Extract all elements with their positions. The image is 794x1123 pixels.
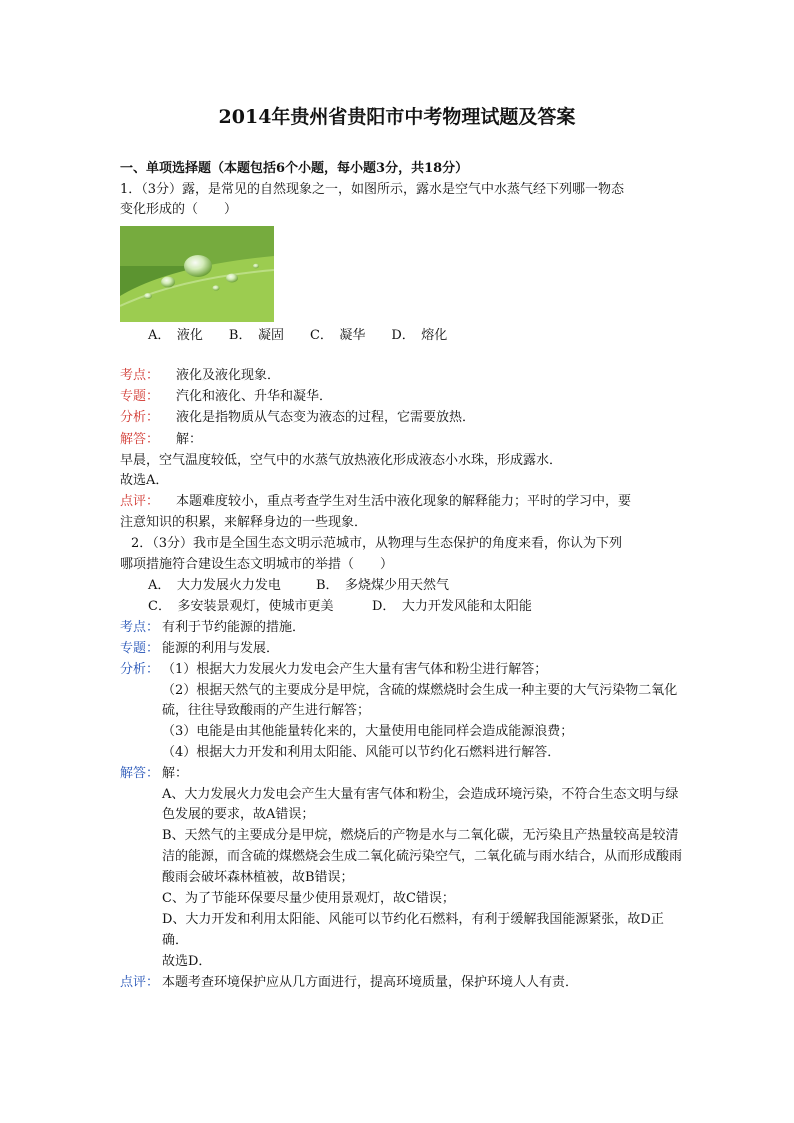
dew-drop-photo bbox=[120, 226, 274, 322]
q1-kaodian-label: 考点： bbox=[120, 368, 160, 383]
q1-options: A． 液化 B． 凝固 C． 凝华 D． 熔化 bbox=[148, 328, 448, 343]
q2-answer-b3: 酸雨会破坏森林植被，故B错误； bbox=[162, 870, 354, 885]
q2-dianping: 本题考查环境保护应从几方面进行，提高环境质量，保护环境人人有责． bbox=[162, 975, 579, 990]
q2-fenxi-3: （3）电能是由其他能量转化来的，大量使用电能同样会造成能源浪费； bbox=[162, 724, 574, 739]
q2-answer-b2: 洁的能源，而含硫的煤燃烧会生成二氧化硫污染空气，二氧化硫与雨水结合，从而形成酸雨 bbox=[162, 849, 683, 864]
q2-zhuanti: 能源的利用与发展． bbox=[162, 641, 280, 656]
q2-answer-d1: D、大力开发和利用太阳能、风能可以节约化石燃料，有利于缓解我国能源紧张，故D正 bbox=[162, 912, 664, 927]
q2-answer-b1: B、天然气的主要成分是甲烷，燃烧后的产物是水与二氧化碳，无污染且产热量较高是较清 bbox=[162, 828, 679, 843]
q2-answer-c: C、为了节能环保要尽量少使用景观灯，故C错误； bbox=[162, 891, 455, 906]
q1-answer-line2: 故选A． bbox=[120, 473, 169, 488]
q1-fenxi: 液化是指物质从气态变为液态的过程，它需要放热． bbox=[176, 410, 476, 425]
q2-option-b: B． 多烧煤少用天然气 bbox=[316, 578, 450, 593]
q1-dianping-line2: 注意知识的积累，来解释身边的一些现象． bbox=[120, 515, 368, 530]
q2-zhuanti-label: 专题： bbox=[120, 641, 160, 656]
q2-fenxi-label: 分析： bbox=[120, 662, 160, 677]
q1-zhuanti: 汽化和液化、升华和凝华． bbox=[176, 389, 333, 404]
q2-answer-a1: A、大力发展火力发电会产生大量有害气体和粉尘，会造成环境污染，不符合生态文明与绿 bbox=[162, 787, 679, 802]
q2-option-a: A． 大力发展火力发电 bbox=[148, 578, 281, 593]
q2-stem-line2: 哪项措施符合建设生态文明城市的举措（ ） bbox=[120, 557, 394, 572]
q1-stem-line1: 1．（3分）露，是常见的自然现象之一，如图所示，露水是空气中水蒸气经下列哪一物态 bbox=[120, 182, 625, 197]
q2-fenxi-2b: 硫，往往导致酸雨的产生进行解答； bbox=[162, 703, 371, 718]
q1-answer-line1: 早晨，空气温度较低，空气中的水蒸气放热液化形成液态小水珠，形成露水． bbox=[120, 453, 563, 468]
q1-dianping-line1: 本题难度较小，重点考查学生对生活中液化现象的解释能力；平时的学习中，要 bbox=[176, 494, 632, 509]
q2-option-d: D． 大力开发风能和太阳能 bbox=[372, 599, 532, 614]
section-heading: 一、单项选择题（本题包括6个小题，每小题3分，共18分） bbox=[120, 161, 469, 176]
q1-stem-line2: 变化形成的（ ） bbox=[120, 202, 238, 217]
q2-fenxi-4: （4）根据大力开发和利用太阳能、风能可以节约化石燃料进行解答． bbox=[162, 745, 561, 760]
q2-jieda-label: 解答： bbox=[120, 766, 160, 781]
q2-kaodian: 有利于节约能源的措施． bbox=[162, 620, 306, 635]
q2-jieda: 解： bbox=[162, 766, 189, 781]
q2-answer-d2: 确． bbox=[162, 933, 189, 948]
q2-fenxi-1: （1）根据大力发展火力发电会产生大量有害气体和粉尘进行解答； bbox=[162, 662, 548, 677]
q2-dianping-label: 点评： bbox=[120, 975, 160, 990]
q1-fenxi-label: 分析： bbox=[120, 410, 160, 425]
q1-dianping-label: 点评： bbox=[120, 494, 160, 509]
q2-option-c: C． 多安装景观灯，使城市更美 bbox=[148, 599, 334, 614]
q1-jieda: 解： bbox=[176, 432, 203, 447]
q2-answer-end: 故选D． bbox=[162, 954, 212, 969]
q1-jieda-label: 解答： bbox=[120, 432, 160, 447]
q2-answer-a2: 色发展的要求，故A错误； bbox=[162, 807, 315, 822]
q1-zhuanti-label: 专题： bbox=[120, 389, 160, 404]
page-title: 2014年贵州省贵阳市中考物理试题及答案 bbox=[218, 106, 576, 128]
q2-stem-line1: 2．（3分）我市是全国生态文明示范城市，从物理与生态保护的角度来看，你认为下列 bbox=[131, 536, 623, 551]
q2-fenxi-2a: （2）根据天然气的主要成分是甲烷，含硫的煤燃烧时会生成一种主要的大气污染物二氧化 bbox=[162, 683, 678, 698]
q1-kaodian: 液化及液化现象． bbox=[176, 368, 281, 383]
dew-leaf-illustration bbox=[120, 226, 274, 322]
q2-kaodian-label: 考点： bbox=[120, 620, 160, 635]
